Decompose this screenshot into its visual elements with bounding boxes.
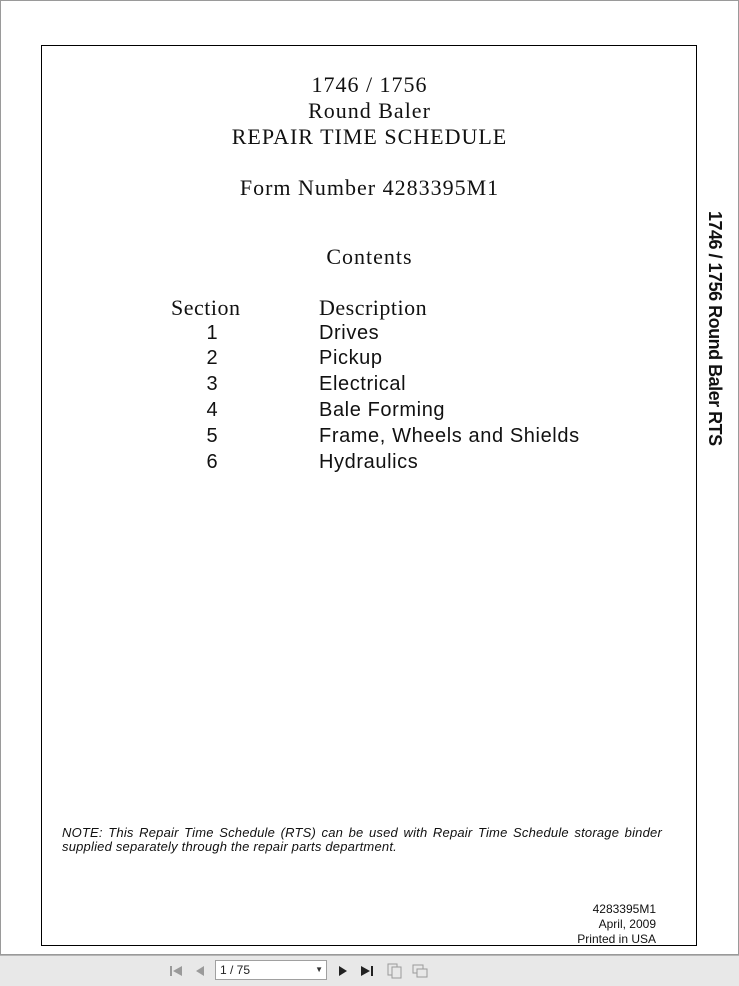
- section-column-header: Section: [171, 295, 241, 320]
- side-spine-title: 1746 / 1756 Round Baler RTS: [705, 211, 725, 446]
- storage-binder-note: NOTE: This Repair Time Schedule (RTS) can be used with Repair Time Schedule storage binder supplied separately through the repair parts department.: [62, 825, 662, 854]
- contents-heading: Contents: [326, 244, 413, 269]
- product-title: Round Baler: [308, 98, 431, 123]
- copy-page-icon[interactable]: [386, 962, 404, 980]
- table-row-description: Electrical: [319, 373, 407, 395]
- document-type-title: REPAIR TIME SCHEDULE: [231, 124, 508, 149]
- table-row-number: 6: [206, 451, 218, 473]
- table-row-number: 5: [206, 425, 218, 447]
- table-row-number: 2: [206, 347, 218, 369]
- model-title: 1746 / 1756: [311, 72, 428, 97]
- next-page-icon[interactable]: [334, 962, 352, 980]
- table-row-description: Hydraulics: [319, 451, 419, 473]
- page-number-select[interactable]: [215, 960, 327, 980]
- prev-page-icon[interactable]: [191, 962, 209, 980]
- last-page-icon[interactable]: [358, 962, 376, 980]
- first-page-icon[interactable]: [167, 962, 185, 980]
- publication-date: April, 2009: [598, 917, 656, 931]
- table-row-description: Pickup: [319, 347, 383, 369]
- table-row-description: Drives: [319, 322, 380, 344]
- table-row-description: Frame, Wheels and Shields: [319, 425, 580, 447]
- printed-location: Printed in USA: [577, 932, 656, 946]
- fit-page-icon[interactable]: [411, 962, 429, 980]
- page-indicator: 1 / 75: [220, 963, 251, 977]
- part-number: 4283395M1: [592, 902, 656, 916]
- table-row-number: 1: [206, 322, 218, 344]
- table-row-number: 4: [206, 399, 218, 421]
- description-column-header: Description: [319, 295, 428, 320]
- chevron-down-icon: ▼: [315, 965, 323, 974]
- pdf-toolbar: [0, 955, 739, 986]
- publication-info: [577, 902, 656, 947]
- table-row-number: 3: [206, 373, 218, 395]
- table-row-description: Bale Forming: [319, 399, 446, 421]
- form-number: Form Number 4283395M1: [239, 175, 500, 200]
